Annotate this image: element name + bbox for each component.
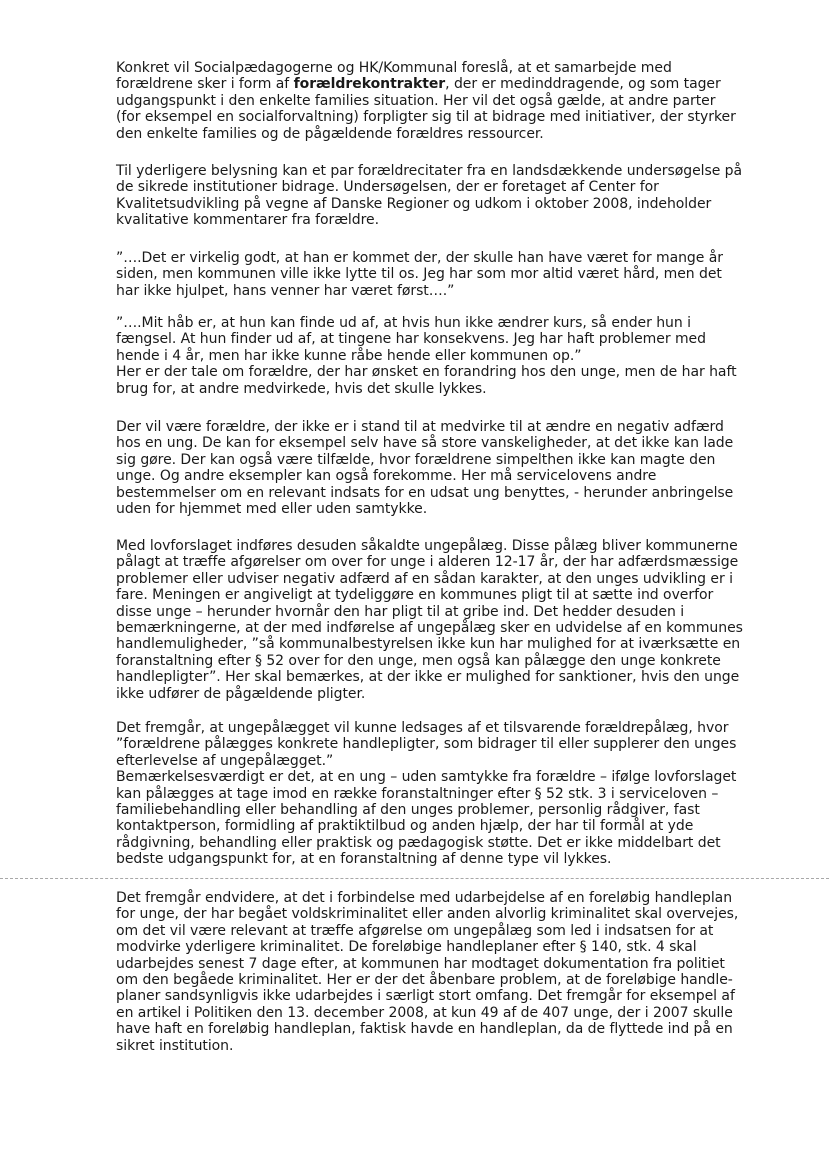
text-line: ”forældrene pålægges konkrete handlepligter, som bidrager til eller supplerer den unges	[116, 736, 737, 753]
text-line: en artikel i Politiken den 13. december 2008, at kun 49 af de 407 unge, der i 2007 skulle	[116, 1004, 733, 1021]
text-line	[116, 76, 756, 92]
paragraph-parent-orders	[116, 720, 756, 868]
text-line: de sikrede institutioner bidrage. Undersøgelsen, der er foretaget af Center for	[116, 179, 659, 196]
text-line: unge. Og andre eksempler kan også forekomme. Her må servicelovens andre	[116, 468, 657, 485]
text-line: ”….Mit håb er, at hun kan finde ud af, at hvis hun ikke ændrer kurs, så ender hun i	[116, 315, 691, 331]
text-line: den enkelte families og de pågældende forældres ressourcer.	[116, 125, 544, 142]
text-line: pålagt at træffe afgørelser om over for unge i alderen 12-17 år, der har adfærdsmæssige	[116, 554, 739, 571]
paragraph-survey-intro	[116, 163, 756, 229]
text-line: (for eksempel en socialforvaltning) forpligter sig til at bidrage med initiativer, der styrker	[116, 109, 736, 126]
text-line: om den begåede kriminalitet. Her er der det åbenbare problem, at de foreløbige handle-	[116, 972, 733, 989]
text-line: for unge, der har begået voldskriminalitet eller anden alvorlig kriminalitet skal overvejes,	[116, 906, 739, 923]
text-line: Der vil være forældre, der ikke er i stand til at medvirke til at ændre en negativ adfærd	[116, 419, 724, 435]
paragraph-action-plans	[116, 890, 756, 1054]
text-line: ”….Det er virkelig godt, at han er kommet der, der skulle han have været for mange år	[116, 250, 723, 266]
text-line: efterlevelse af ungepålægget.”	[116, 752, 334, 769]
page-divider	[0, 878, 829, 879]
text-line: Det fremgår, at ungepålægget vil kunne ledsages af et tilsvarende forældrepålæg, hvor	[116, 720, 729, 736]
text-line: bemærkningerne, at der med indførelse af ungepålæg sker en udvidelse af en kommunes	[116, 620, 743, 637]
text-line: fængsel. At hun finder ud af, at tingene har konsekvens. Jeg har haft problemer med	[116, 331, 706, 348]
text-line: rådgivning, behandling eller praktisk og pædagogisk støtte. Det er ikke middelbart det	[116, 834, 721, 851]
bold-term: forældrekontrakter	[293, 76, 446, 93]
text-line: kvalitative kommentarer fra forældre.	[116, 212, 379, 229]
text-line: uden for hjemmet med eller uden samtykke.	[116, 501, 428, 518]
text-line: hos en ung. De kan for eksempel selv have så store vanskeligheder, at det ikke kan lade	[116, 435, 734, 452]
text-line: handlepligter”. Her skal bemærkes, at der ikke er mulighed for sanktioner, hvis den unge	[116, 669, 740, 686]
text-line: sikret institution.	[116, 1037, 234, 1054]
paragraph-youth-orders	[116, 538, 756, 702]
text-line: have haft en foreløbig handleplan, faktisk havde en handleplan, da de flyttede ind på en	[116, 1021, 733, 1038]
text-line: ikke udfører de pågældende pligter.	[116, 685, 366, 702]
text-line: kan pålægges at tage imod en række foranstaltninger efter § 52 stk. 3 i serviceloven –	[116, 785, 719, 802]
text-line: siden, men kommunen ville ikke lytte til os. Jeg har som mor altid været hård, men det	[116, 266, 722, 283]
text-line: planer sandsynligvis ikke udarbejdes i særligt stort omfang. Det fremgår for eksempel af	[116, 988, 735, 1005]
text-line: har ikke hjulpet, hans venner har været først….”	[116, 282, 455, 299]
text-line: handlemuligheder, ”så kommunalbestyrelsen ikke kun har mulighed for at iværksætte en	[116, 636, 741, 653]
text-line: bedste udgangspunkt for, at en foranstaltning af denne type vil lykkes.	[116, 851, 612, 868]
text-line: Kvalitetsudvikling på vegne af Danske Regioner og udkom i oktober 2008, indeholder	[116, 195, 712, 212]
text-line: disse unge – herunder hvornår den har pligt til at gribe ind. Det hedder desuden i	[116, 603, 685, 620]
text-line: brug for, at andre medvirkede, hvis det skulle lykkes.	[116, 380, 487, 397]
text-line: Det fremgår endvidere, at det i forbindelse med udarbejdelse af en foreløbig handleplan	[116, 890, 733, 906]
text-line: bestemmelser om en relevant indsats for en udsat ung benyttes, - herunder anbringelse	[116, 484, 734, 501]
text-line: Til yderligere belysning kan et par forældrecitater fra en landsdækkende undersøgelse på	[116, 163, 743, 179]
quote-parent-1	[116, 250, 756, 299]
text-line: Bemærkelsesværdigt er det, at en ung – uden samtykke fra forældre – ifølge lovforslaget	[116, 769, 737, 786]
text-line: kontaktperson, formidling af praktiktilbud og anden hjælp, der har til formål at yde	[116, 818, 694, 835]
text-line: hende i 4 år, men har ikke kunne råbe hende eller kommunen op.”	[116, 347, 582, 364]
text-line: udgangspunkt i den enkelte families situation. Her vil det også gælde, at andre parter	[116, 92, 716, 109]
text-line: sig gøre. Der kan også være tilfælde, hvor forældrene simpelthen ikke kan magte den	[116, 451, 716, 468]
text-line: problemer eller udviser negativ adfærd af en sådan karakter, at den unges udvikling er i	[116, 570, 733, 587]
text-line: fare. Meningen er angiveligt at tydeliggøre en kommunes pligt til at sætte ind overfor	[116, 587, 714, 604]
text-line: foranstaltning efter § 52 over for den unge, men også kan pålægge den unge konkrete	[116, 652, 721, 669]
paragraph-parent-contracts	[116, 60, 756, 142]
text-line: Her er der tale om forældre, der har ønsket en forandring hos den unge, men de har haft	[116, 364, 737, 381]
text-line: Konkret vil Socialpædagogerne og HK/Kommunal foreslå, at et samarbejde med	[116, 60, 672, 76]
quote-parent-2	[116, 315, 756, 397]
text-line: Med lovforslaget indføres desuden såkaldte ungepålæg. Disse pålæg bliver kommunerne	[116, 538, 738, 554]
text-run: , der er medinddragende, og som tager	[445, 76, 721, 93]
paragraph-unable-parents	[116, 419, 756, 517]
text-run: forældrene sker i form af	[116, 76, 294, 93]
text-line: om det vil være relevant at træffe afgørelse om ungepålæg som led i indsatsen for at	[116, 922, 714, 939]
text-line: modvirke yderligere kriminalitet. De foreløbige handleplaner efter § 140, stk. 4 skal	[116, 939, 697, 956]
text-line: udarbejdes senest 7 dage efter, at kommunen har modtaget dokumentation fra politiet	[116, 955, 725, 972]
text-line: familiebehandling eller behandling af den unges problemer, personlig rådgiver, fast	[116, 802, 700, 819]
